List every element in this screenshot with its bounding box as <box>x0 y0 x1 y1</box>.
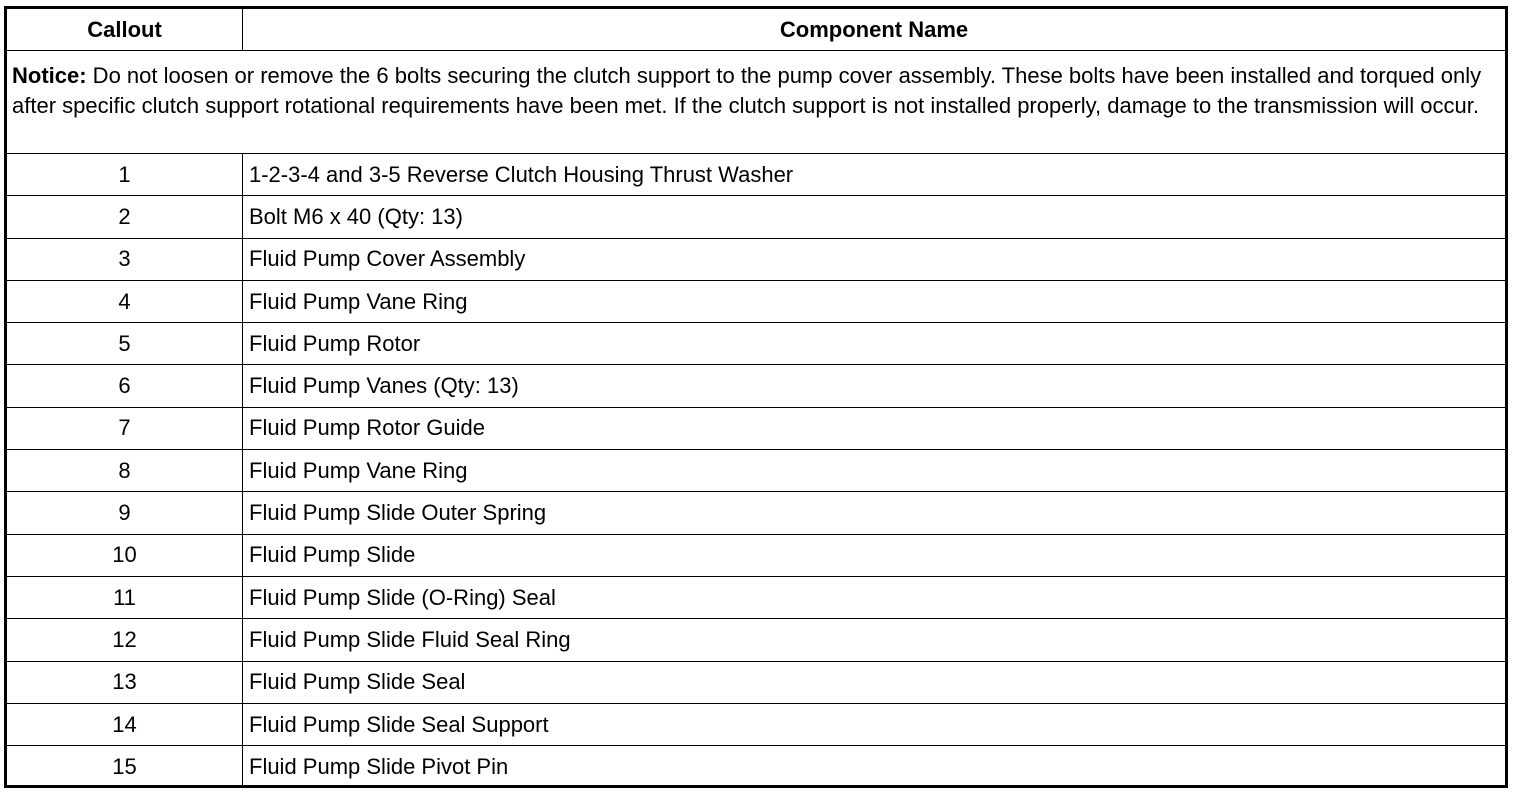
component-name-cell: Fluid Pump Rotor Guide <box>249 415 485 441</box>
notice-text <box>7 51 1505 153</box>
component-name-cell: Fluid Pump Slide Seal <box>249 669 466 695</box>
callout-cell: 14 <box>7 704 243 745</box>
component-name-header: Component Name <box>779 16 969 42</box>
table-row <box>7 662 1505 704</box>
callout-cell: 3 <box>7 239 243 280</box>
component-name-cell: Fluid Pump Slide Pivot Pin <box>249 754 509 780</box>
table-row <box>7 154 1505 196</box>
component-name-cell: Fluid Pump Rotor <box>249 330 421 356</box>
component-name-cell: Fluid Pump Vanes (Qty: 13) <box>249 373 519 399</box>
components-table <box>4 6 1508 788</box>
callout-header: Callout <box>7 9 243 50</box>
callout-cell: 4 <box>7 281 243 322</box>
table-row <box>7 746 1505 788</box>
table-header-row <box>7 9 1505 51</box>
table-row <box>7 196 1505 238</box>
callout-cell: 13 <box>7 662 243 703</box>
table-row <box>7 323 1505 365</box>
notice-row <box>7 51 1505 154</box>
callout-cell: 9 <box>7 492 243 533</box>
notice-label: Notice: <box>12 63 87 88</box>
table-row <box>7 492 1505 534</box>
callout-cell: 8 <box>7 450 243 491</box>
callout-cell: 5 <box>7 323 243 364</box>
component-name-cell: Fluid Pump Vane Ring <box>249 457 468 483</box>
table-row <box>7 408 1505 450</box>
notice-body: Do not loosen or remove the 6 bolts securing the clutch support to the pump cover assembly. These bolts have been installed and torqued only after specific clutch support rotational requirements have been met. If the clutch support is not installed properly, damage to the transmission will occur. <box>12 63 1482 118</box>
callout-cell: 7 <box>7 408 243 449</box>
table-row <box>7 535 1505 577</box>
table-row <box>7 704 1505 746</box>
callout-cell: 15 <box>7 746 243 788</box>
table-row <box>7 577 1505 619</box>
table-row <box>7 450 1505 492</box>
component-name-cell: Fluid Pump Slide (O-Ring) Seal <box>249 584 556 610</box>
component-name-cell: Bolt M6 x 40 (Qty: 13) <box>249 203 463 229</box>
component-name-cell: Fluid Pump Slide Fluid Seal Ring <box>249 626 571 652</box>
component-name-cell: Fluid Pump Cover Assembly <box>249 246 526 272</box>
callout-cell: 10 <box>7 535 243 576</box>
component-name-cell: Fluid Pump Slide <box>249 542 416 568</box>
component-name-cell: 1-2-3-4 and 3-5 Reverse Clutch Housing Thrust Washer <box>249 161 794 187</box>
callout-cell: 12 <box>7 619 243 660</box>
table-row <box>7 281 1505 323</box>
callout-cell: 11 <box>7 577 243 618</box>
component-name-cell: Fluid Pump Slide Seal Support <box>249 711 549 737</box>
callout-cell: 1 <box>7 154 243 195</box>
component-name-cell: Fluid Pump Vane Ring <box>249 288 468 314</box>
table-row <box>7 619 1505 661</box>
table-row <box>7 365 1505 407</box>
callout-cell: 6 <box>7 365 243 406</box>
callout-cell: 2 <box>7 196 243 237</box>
component-name-cell: Fluid Pump Slide Outer Spring <box>249 500 547 526</box>
table-row <box>7 239 1505 281</box>
